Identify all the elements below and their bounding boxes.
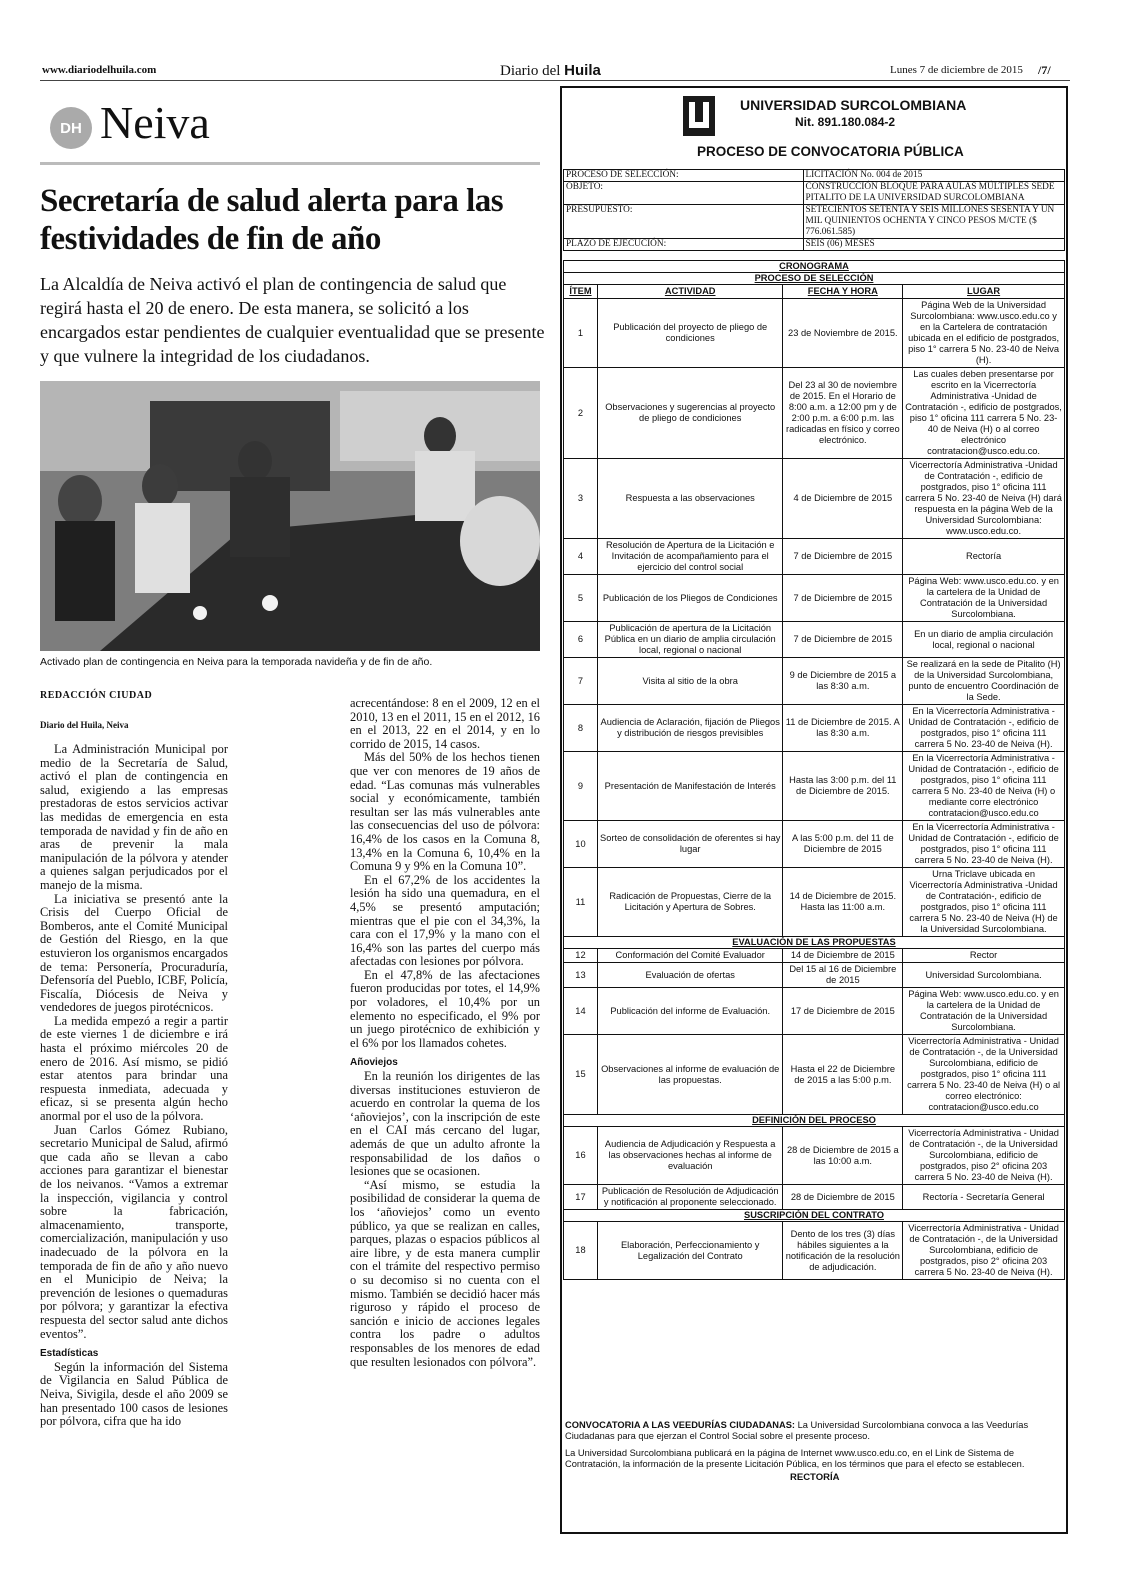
location: Se realizará en la sede de Pitalito (H) de la Universidad Surcolombiana, punto de encuentro Coordinación de la Sede. <box>903 658 1065 705</box>
process-info-table <box>563 169 1065 251</box>
activity: Conformación del Comité Evaluador <box>597 949 783 963</box>
activity: Respuesta a las observaciones <box>597 459 783 539</box>
item-number: 17 <box>564 1185 598 1210</box>
activity: Elaboración, Perfeccionamiento y Legalización del Contrato <box>597 1222 783 1280</box>
info-value: SEIS (06) MESES <box>803 239 1065 251</box>
schedule-section-row <box>564 261 1065 273</box>
date-time: 28 de Diciembre de 2015 <box>783 1185 903 1210</box>
location: Vicerrectoría Administrativa - Unidad de Contratación -, de la Universidad Surcolombiana, edificio de postgrados, piso 1° oficina 111 carrera 5 No. 23-40 de Neiva (H) o al correo electrónico: contratacion@usco.edu.co <box>903 1035 1065 1115</box>
notice-title: PROCESO DE CONVOCATORIA PÚBLICA <box>697 144 964 159</box>
schedule-section-row <box>564 1115 1065 1127</box>
article-photo <box>40 381 540 651</box>
veedurias-notice <box>565 1420 1065 1442</box>
activity: Evaluación de ofertas <box>597 963 783 988</box>
date-time: 7 de Diciembre de 2015 <box>783 539 903 575</box>
table-row <box>564 752 1065 821</box>
meeting-photo-illustration <box>40 381 540 651</box>
info-value: LICITACIÓN No. 004 de 2015 <box>803 170 1065 182</box>
activity: Observaciones y sugerencias al proyecto de pliego de condiciones <box>597 368 783 459</box>
byline: REDACCIÓN CIUDAD <box>40 690 153 701</box>
table-row <box>564 868 1065 937</box>
date-time: Del 23 al 30 de noviembre de 2015. En el Horario de 8:00 a.m. a 12:00 pm y de 2:00 p.m. a 6:00 p.m. las radicadas en físico y correo electrónico. <box>783 368 903 459</box>
paragraph: En la reunión los dirigentes de las diversas instituciones estuvieron de acuerdo en controlar la quema de los ‘añoviejos’, con la inscripción de este en el CAI más cercano del lugar, además de que un adulto afronte la responsabilidad de los daños o lesiones que se ocasionen. <box>350 1069 540 1179</box>
table-row <box>564 705 1065 752</box>
paragraph: La medida empezó a regir a partir de este viernes 1 de diciembre e irá hasta el próximo miércoles 20 de enero de 2016. Así mismo, se pidió estar atentos para brindar una respuesta inmediata, adecuada y eficaz, si se presenta algún hecho anormal por el uso de la pólvora. <box>40 1013 228 1124</box>
item-number: 11 <box>564 868 598 937</box>
newspaper-name-regular: Diario del <box>500 63 561 79</box>
location: En un diario de amplia circulación local, regional o nacional <box>903 622 1065 658</box>
column-header: FECHA Y HORA <box>783 285 903 299</box>
activity: Visita al sitio de la obra <box>597 658 783 705</box>
table-row <box>564 239 1065 251</box>
item-number: 18 <box>564 1222 598 1280</box>
dateline: Diario del Huila, Neiva <box>40 720 129 730</box>
item-number: 14 <box>564 988 598 1035</box>
item-number: 9 <box>564 752 598 821</box>
schedule-section-heading: PROCESO DE SELECCIÓN <box>564 273 1065 285</box>
date-time: 7 de Diciembre de 2015 <box>783 622 903 658</box>
activity: Publicación de apertura de la Licitación Pública en un diario de amplia circulación local, regional o nacional <box>597 622 783 658</box>
header-rule <box>40 80 1070 81</box>
item-number: 4 <box>564 539 598 575</box>
newspaper-name-bold: Huila <box>564 62 601 79</box>
activity: Radicación de Propuestas, Cierre de la Licitación y Apertura de Sobres. <box>597 868 783 937</box>
date-time: 7 de Diciembre de 2015 <box>783 575 903 622</box>
location: Página Web: www.usco.edu.co. y en la cartelera de la Unidad de Contratación de la Universidad Surcolombiana. <box>903 988 1065 1035</box>
university-logo-icon <box>683 96 715 136</box>
subheading: Añoviejos <box>350 1057 398 1069</box>
date-time: 17 de Diciembre de 2015 <box>783 988 903 1035</box>
activity: Publicación del informe de Evaluación. <box>597 988 783 1035</box>
schedule-section-heading: DEFINICIÓN DEL PROCESO <box>564 1115 1065 1127</box>
newspaper-name <box>500 62 601 80</box>
page-number: /7/ <box>1038 63 1051 77</box>
location: Vicerrectoría Administrativa - Unidad de Contratación -, de la Universidad Surcolombiana, edificio de postgrados, piso 2° oficina 203 carrera 5 No. 23-40 de Neiva (H). <box>903 1127 1065 1185</box>
paragraph: “Así mismo, se estudia la posibilidad de considerar la quema de los ‘añoviejos’ como un evento público, ya que se realizan en calles, parques, plazas o espacios públicos al aire libre, y de esta manera cumplir con el trámite del respectivo permiso o su decomiso si no cuenta con el mismo. También se decidió hacer más riguroso y rápido el proceso de sanción e inicio de acciones legales contra los padre o adultos responsables de los menores de edad que resulten lesionados con pólvora”. <box>350 1177 540 1369</box>
schedule-section-row <box>564 937 1065 949</box>
paragraph: En el 67,2% de los accidentes la lesión ha sido una quemadura, en el 4,5% se presentó amputación; mientras que el pie con el 34,3%, la cara con el 17,9% y la mano con el 16,4% son las partes del cuerpo más afectadas con lesiones por pólvora. <box>350 872 540 969</box>
location: Urna Triclave ubicada en Vicerrectoría Administrativa -Unidad de Contratación-, edificio de postgrados, piso 1° oficina 111 carrera 5 No. 23-40 de Neiva (H) de la Universidad Surcolombiana. <box>903 868 1065 937</box>
location: Rectoría - Secretaría General <box>903 1185 1065 1210</box>
column-header: LUGAR <box>903 285 1065 299</box>
item-number: 2 <box>564 368 598 459</box>
info-value: SETECIENTOS SETENTA Y SEIS MILLONES SESENTA Y UN MIL QUINIENTOS OCHENTA Y CINCO PESOS M/CTE ($ 776.061.585) <box>803 205 1065 239</box>
paragraph: Juan Carlos Gómez Rubiano, secretario Municipal de Salud, afirmó que cada año se llevan a cabo acciones para garantizar el bienestar de los neivanos. “Vamos a extremar la inspección, vigilancia y control sobre la fabricación, almacenamiento, transporte, comercialización, manipulación y uso inadecuado de la pólvora en la temporada de fin de año y año nuevo en el Municipio de Neiva; la prevención de lesiones o quemaduras por pólvora; y garantizar la efectiva respuesta del sector salud ante dichos eventos”. <box>40 1122 228 1341</box>
activity: Publicación de Resolución de Adjudicación y notificación al proponente seleccionado. <box>597 1185 783 1210</box>
table-row <box>564 1035 1065 1115</box>
date-time: 9 de Diciembre de 2015 a las 8:30 a.m. <box>783 658 903 705</box>
table-row <box>564 658 1065 705</box>
date-time: Hasta el 22 de Diciembre de 2015 a las 5:00 p.m. <box>783 1035 903 1115</box>
item-number: 16 <box>564 1127 598 1185</box>
info-label: PLAZO DE EJECUCIÓN: <box>564 239 804 251</box>
veedurias-heading: CONVOCATORIA A LAS VEEDURÍAS CIUDADANAS: <box>565 1420 796 1430</box>
date-time: 23 de Noviembre de 2015. <box>783 299 903 368</box>
paragraph: Según la información del Sistema de Vigilancia en Salud Pública de Neiva, Sivigila, desde el año 2009 se han presentado 100 casos de lesiones por pólvora, cifra que ha ido <box>40 1359 228 1429</box>
info-label: PRESUPUESTO: <box>564 205 804 239</box>
date-time: 14 de Diciembre de 2015. Hasta las 11:00 a.m. <box>783 868 903 937</box>
table-row <box>564 170 1065 182</box>
table-row <box>564 459 1065 539</box>
photo-caption: Activado plan de contingencia en Neiva para la temporada navideña y de fin de año. <box>40 656 433 668</box>
item-number: 3 <box>564 459 598 539</box>
date-time: Dento de los tres (3) días hábiles siguientes a la notificación de la resolución de adjudicación. <box>783 1222 903 1280</box>
location: Las cuales deben presentarse por escrito en la Vicerrectoría Administrativa -Unidad de Contratación -, edificio de postgrados, piso 1° oficina 111 carrera 5 No. 23-40 de Neiva (H) o al correo electrónico contratacion@usco.edu.co. <box>903 368 1065 459</box>
activity: Presentación de Manifestación de Interés <box>597 752 783 821</box>
date-time: A las 5:00 p.m. del 11 de Diciembre de 2015 <box>783 821 903 868</box>
location: Vicerrectoría Administrativa - Unidad de Contratación -, de la Universidad Surcolombiana, edificio de postgrados, piso 2° oficina 203 carrera 5 No. 23-40 de Neiva (H). <box>903 1222 1065 1280</box>
paragraph: acrecentándose: 8 en el 2009, 12 en el 2010, 13 en el 2011, 15 en el 2012, 16 en el 2013, 22 en el 2014, y en lo corrido de 2015, 14 casos. <box>350 696 540 751</box>
website-url: www.diariodelhuila.com <box>42 64 157 76</box>
veedurias-text: La Universidad Surcolombiana convoca a las Veedurías Ciudadanas para que ejerzan el Control Social sobre el presente proceso. <box>565 1420 1029 1441</box>
schedule-header-row <box>564 285 1065 299</box>
table-row <box>564 539 1065 575</box>
notice-signature: RECTORÍA <box>790 1472 840 1483</box>
schedule-table <box>563 260 1065 1280</box>
location: En la Vicerrectoría Administrativa -Unidad de Contratación -, edificio de postgrados, piso 1° oficina 111 carrera 5 No. 23-40 de Neiva (H). <box>903 705 1065 752</box>
location: Página Web: www.usco.edu.co. y en la cartelera de la Unidad de Contratación de la Universidad Surcolombiana. <box>903 575 1065 622</box>
item-number: 10 <box>564 821 598 868</box>
location: En la Vicerrectoría Administrativa -Unidad de Contratación -, edificio de postgrados, piso 1° oficina 111 carrera 5 No. 23-40 de Neiva (H) o mediante corre electrónico contratacion@usco.edu.co <box>903 752 1065 821</box>
item-number: 6 <box>564 622 598 658</box>
location: Vicerrectoría Administrativa -Unidad de Contratación -, edificio de postgrados, piso 1° oficina 111 carrera 5 No. 23-40 de Neiva (H) dará respuesta en la página Web de la Universidad Surcolombiana: www.usco.edu.co. <box>903 459 1065 539</box>
item-number: 8 <box>564 705 598 752</box>
table-row <box>564 182 1065 205</box>
activity: Audiencia de Aclaración, fijación de Pliegos y distribución de riesgos previsibles <box>597 705 783 752</box>
university-name: UNIVERSIDAD SURCOLOMBIANA <box>740 97 967 113</box>
paragraph: La Administración Municipal por medio de la Secretaría de Salud, activó el plan de contingencia en salud, exigiendo a las empresas prestadoras de estos servicios activar las medidas de emergencia en esta temporada de navidad y fin de año en aras de prevenir la mala manipulación de la pólvora y atender a quienes salgan perjudicados por el manejo de la misma. <box>40 742 228 892</box>
section-badge-icon: DH <box>50 107 92 149</box>
paragraph: Más del 50% de los hechos tienen que ver con menores de 19 años de edad. “Las comunas más vulnerables social y económicamente, también resultan ser las más vulnerables ante las consecuencias del uso de pólvora: 16,4% de los casos en la Comuna 8, 13,4% en la Comuna 6, 10,4% en la Comuna 9 y 9% en la Comuna 10”. <box>350 750 540 874</box>
activity: Resolución de Apertura de la Licitación e Invitación de acompañamiento para el ejercicio del control social <box>597 539 783 575</box>
schedule-section-heading: EVALUACIÓN DE LAS PROPUESTAS <box>564 937 1065 949</box>
article-lead: La Alcaldía de Neiva activó el plan de contingencia de salud que regirá hasta el 20 de enero. De esta manera, se solicitó a los encargados estar pendientes de cualquier eventualidad que se presente y que vulnere la integridad de los ciudadanos. <box>40 274 545 366</box>
location: Rector <box>903 949 1065 963</box>
info-label: OBJETO: <box>564 182 804 205</box>
schedule-section-heading: CRONOGRAMA <box>564 261 1065 273</box>
item-number: 1 <box>564 299 598 368</box>
notice-footnote: La Universidad Surcolombiana publicará en la página de Internet www.usco.edu.co, en el Link de Sistema de Contratación, la información de la presente Licitación Pública, en los términos que para el efecto se establecen. <box>565 1448 1025 1469</box>
date-time: Hasta las 3:00 p.m. del 11 de Diciembre de 2015. <box>783 752 903 821</box>
table-row <box>564 622 1065 658</box>
schedule-table-body <box>564 261 1065 1280</box>
date-time: 4 de Diciembre de 2015 <box>783 459 903 539</box>
section-title: Neiva <box>100 97 210 148</box>
item-number: 7 <box>564 658 598 705</box>
article-column-2 <box>350 697 540 1369</box>
date-time: 14 de Diciembre de 2015 <box>783 949 903 963</box>
activity: Observaciones al informe de evaluación de las propuestas. <box>597 1035 783 1115</box>
column-header: ÍTEM <box>564 285 598 299</box>
item-number: 5 <box>564 575 598 622</box>
table-row <box>564 575 1065 622</box>
subheading: Estadísticas <box>40 1348 99 1360</box>
activity: Audiencia de Adjudicación y Respuesta a las observaciones hechas al informe de evaluación <box>597 1127 783 1185</box>
schedule-section-heading: SUSCRIPCIÓN DEL CONTRATO <box>564 1210 1065 1222</box>
column-header: ACTIVIDAD <box>597 285 783 299</box>
section-rule <box>40 162 540 165</box>
location: Página Web de la Universidad Surcolombiana: www.usco.edu.co y en la Cartelera de contratación ubicada en el edificio de postgrados, piso 1° carrera 5 No. 23-40 de Neiva (H). <box>903 299 1065 368</box>
item-number: 12 <box>564 949 598 963</box>
table-row <box>564 205 1065 239</box>
schedule-section-row <box>564 1210 1065 1222</box>
location: Universidad Surcolombiana. <box>903 963 1065 988</box>
table-row <box>564 949 1065 963</box>
article-column-1 <box>40 743 228 1429</box>
table-row <box>564 368 1065 459</box>
info-label: PROCESO DE SELECCIÓN: <box>564 170 804 182</box>
table-row <box>564 988 1065 1035</box>
issue-date: Lunes 7 de diciembre de 2015 <box>890 64 1023 76</box>
paragraph: En el 47,8% de las afectaciones fueron producidas por totes, el 14,9% por voladores, el 10,4% por un elemento no especificado, el 9% por un juego pirotécnico de exhibición y el 6% por los llamados cohetes. <box>350 967 540 1050</box>
table-row <box>564 1185 1065 1210</box>
article-headline: Secretaría de salud alerta para las festividades de fin de año <box>40 183 504 257</box>
activity: Sorteo de consolidación de oferentes si hay lugar <box>597 821 783 868</box>
item-number: 13 <box>564 963 598 988</box>
table-row <box>564 821 1065 868</box>
schedule-section-row <box>564 273 1065 285</box>
activity: Publicación del proyecto de pliego de condiciones <box>597 299 783 368</box>
date-time: 11 de Diciembre de 2015. A las 8:30 a.m. <box>783 705 903 752</box>
date-time: Del 15 al 16 de Diciembre de 2015 <box>783 963 903 988</box>
table-row <box>564 1222 1065 1280</box>
paragraph: La iniciativa se presentó ante la Crisis del Cuerpo Oficial de Bomberos, ante el Comité Municipal de Gestión del Riesgo, en la que estuvieron los organismos encargados de tema: Personería, Procuraduría, Defensoría del Pueblo, ICBF, Policía, Fiscalía, Diócesis de Neiva y vendedores de juegos pirotécnicos. <box>40 891 228 1015</box>
item-number: 15 <box>564 1035 598 1115</box>
table-row <box>564 963 1065 988</box>
logo-shield <box>683 96 715 136</box>
activity: Publicación de los Pliegos de Condiciones <box>597 575 783 622</box>
university-nit: Nit. 891.180.084-2 <box>795 115 896 129</box>
location: Rectoría <box>903 539 1065 575</box>
location: En la Vicerrectoría Administrativa -Unidad de Contratación -, edificio de postgrados, piso 1° oficina 111 carrera 5 No. 23-40 de Neiva (H). <box>903 821 1065 868</box>
date-time: 28 de Diciembre de 2015 a las 10:00 a.m. <box>783 1127 903 1185</box>
info-value: CONSTRUCCIÓN BLOQUE PARA AULAS MÚLTIPLES SEDE PITALITO DE LA UNIVERSIDAD SURCOLOMBIANA <box>803 182 1065 205</box>
table-row <box>564 299 1065 368</box>
table-row <box>564 1127 1065 1185</box>
